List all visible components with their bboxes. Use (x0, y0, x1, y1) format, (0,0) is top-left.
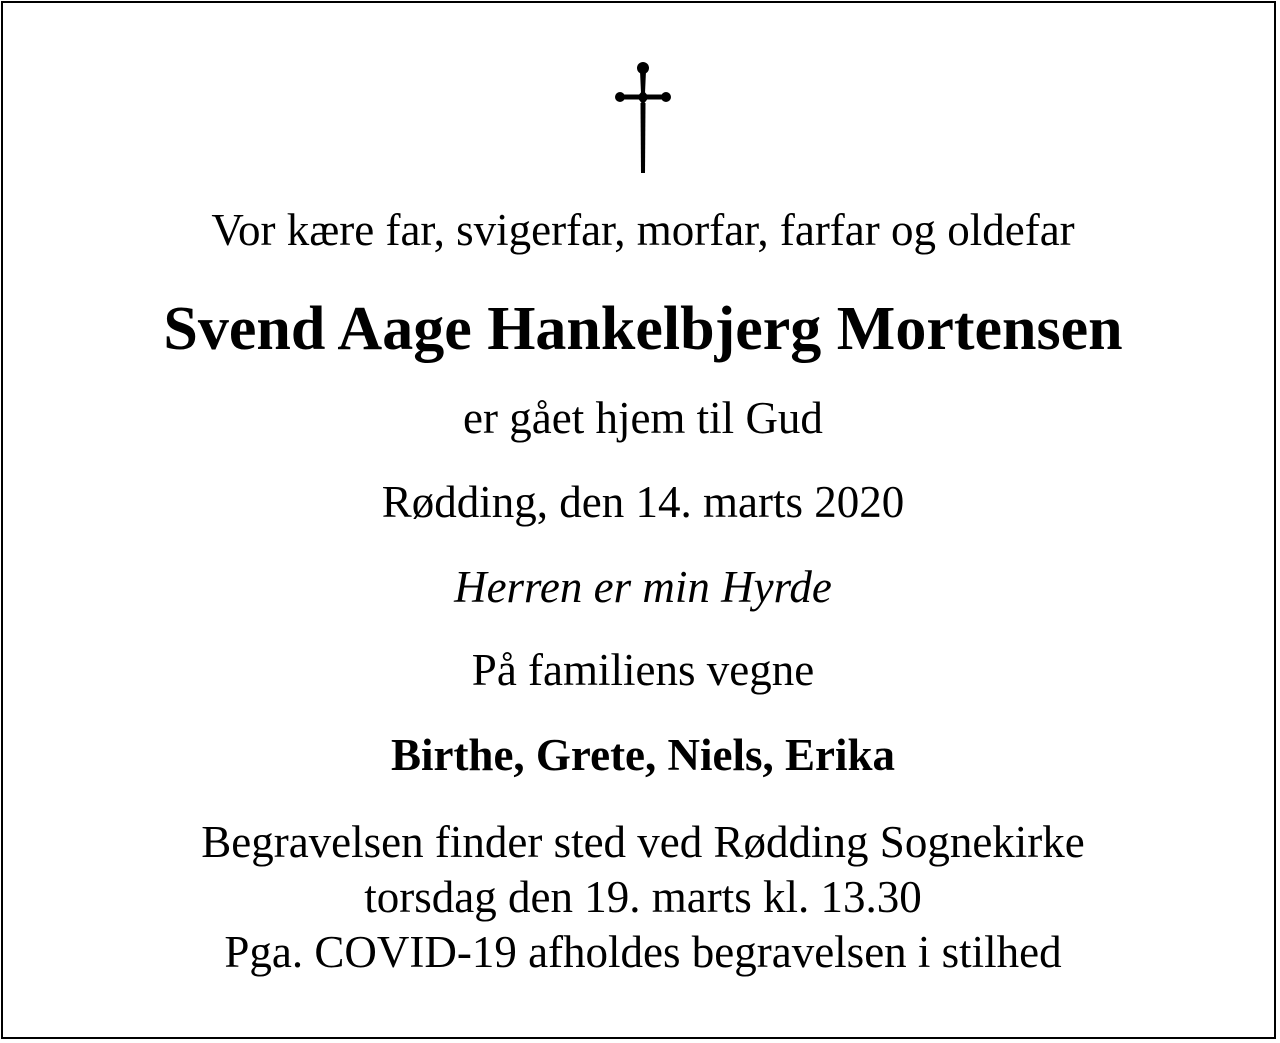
funeral-line: Begravelsen finder sted ved Rødding Sognekirke (201, 817, 1085, 867)
family-names: Birthe, Grete, Niels, Erika (390, 730, 896, 780)
cross-icon (611, 59, 675, 175)
notice-frame (1, 1, 1276, 1039)
deceased-name: Svend Aage Hankelbjerg Mortensen (163, 295, 1123, 363)
intro-text: Vor kære far, svigerfar, morfar, farfar og oldefar (211, 205, 1075, 255)
funeral-info (3, 815, 1280, 980)
funeral-line: torsdag den 19. marts kl. 13.30 (364, 872, 922, 922)
verse-text: Herren er min Hyrde (454, 562, 832, 612)
funeral-line: Pga. COVID-19 afholdes begravelsen i stilhed (224, 927, 1062, 977)
behalf-text: På familiens vegne (471, 645, 815, 695)
passed-text: er gået hjem til Gud (463, 393, 823, 443)
place-date: Rødding, den 14. marts 2020 (381, 477, 905, 527)
